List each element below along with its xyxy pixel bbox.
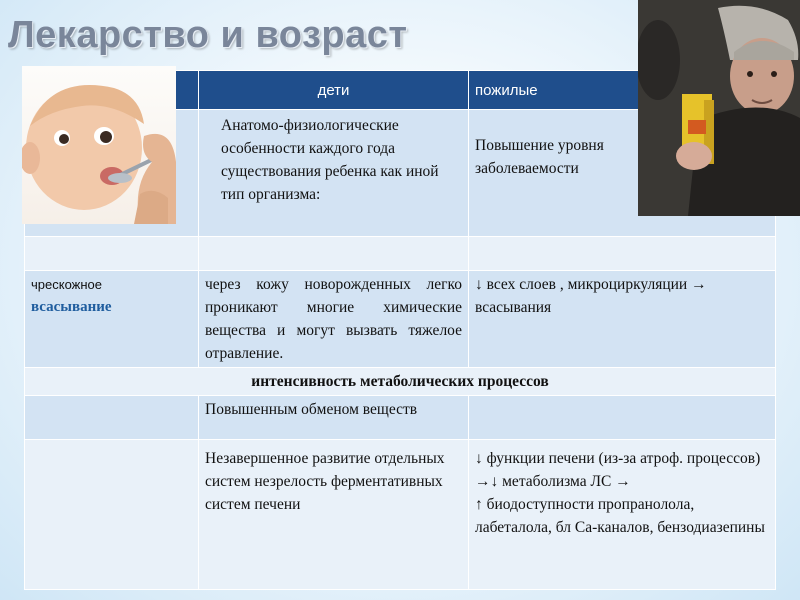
row6-label xyxy=(25,440,199,590)
row3-label-line2: всасывание xyxy=(31,299,112,315)
row1-children: Анатомо-физиологические особенности каждого года существования ребенка как иной тип организма: xyxy=(199,110,469,237)
elderly-woman-photo xyxy=(638,0,800,216)
table-row xyxy=(25,368,776,396)
baby-photo xyxy=(22,66,176,224)
slide-title: Лекарство и возраст xyxy=(8,14,408,56)
row6-elderly-line1: ↓ функции печени (из-за атроф. процессов) →↓ метаболизма ЛС → xyxy=(475,450,761,490)
row5-label xyxy=(25,396,199,440)
row3-label-line1: чрескожное xyxy=(31,277,102,292)
metabolism-section-heading: интенсивность метаболических процессов xyxy=(25,368,776,396)
elderly-illustration-icon xyxy=(638,0,800,216)
row2-elderly xyxy=(469,237,776,271)
row6-elderly xyxy=(469,440,776,590)
row2-children xyxy=(199,237,469,271)
row3-label xyxy=(25,271,199,368)
row3-children: через кожу новорожденных легко проникают многие химические вещества и могут вызвать тяжелое отравление. xyxy=(199,271,469,368)
row2-label xyxy=(25,237,199,271)
row1-elderly: Повышение уровня заболеваемости xyxy=(469,110,776,237)
table-row xyxy=(25,440,776,590)
header-cell-elderly: пожилые xyxy=(469,71,776,110)
table-row xyxy=(25,396,776,440)
row5-children: Повышенным обменом веществ xyxy=(199,396,469,440)
row6-children: Незавершенное развитие отдельных систем незрелость ферментативных систем печени xyxy=(199,440,469,590)
table-row xyxy=(25,237,776,271)
row6-elderly-line2: ↑ биодоступности пропранолола, лабеталола, бл Ca-каналов, бензодиазепины xyxy=(475,496,765,536)
baby-illustration-icon xyxy=(22,66,176,224)
row3-elderly: ↓ всех слоев , микроциркуляции → всасывания xyxy=(469,271,776,368)
table-row xyxy=(25,271,776,368)
header-cell-children: дети xyxy=(199,71,469,110)
row5-elderly xyxy=(469,396,776,440)
